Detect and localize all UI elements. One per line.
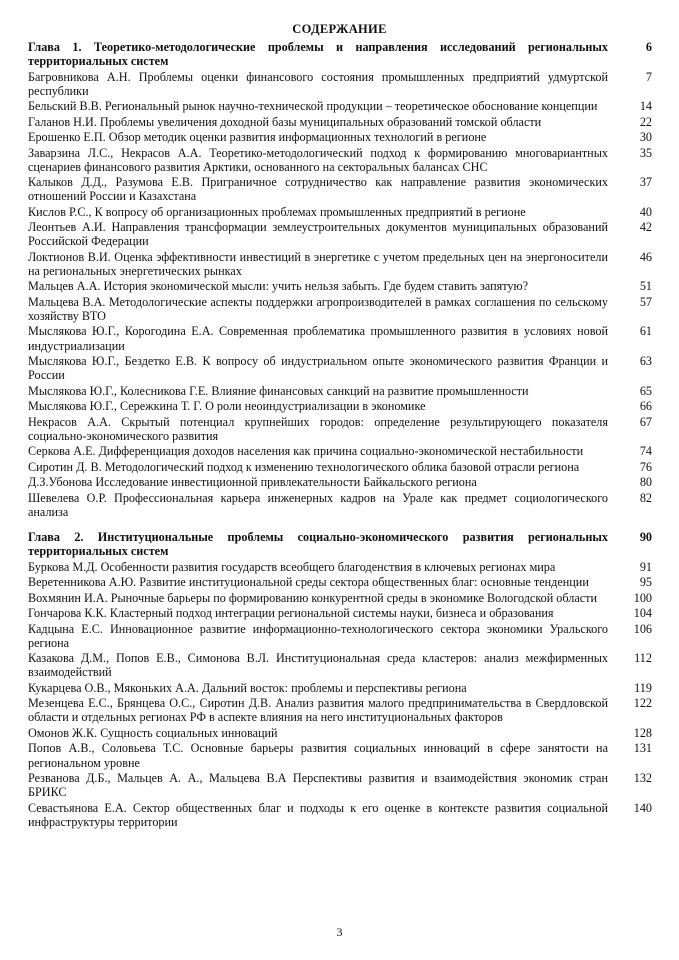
toc-entry [28,771,652,799]
toc-entry [28,575,652,589]
toc-entry-text: Омонов Ж.К. Сущность социальных инноваций [28,725,278,740]
toc-entry-text: Мезенцева Е.С., Брянцева О.С., Сиротин Д.В. Анализ развития малого предпринимательства в Свердловской области и отдельных регионах РФ в аспекте влияния на него институциональных факторов [28,696,608,725]
toc-entry-text: Калыков Д.Д., Разумова Е.В. Приграничное сотрудничество как направление развития экономических отношений России и Казахстана [28,175,608,204]
toc-entry-text: Мыслякова Ю.Г., Корогодина Е.А. Современная проблематика промышленного развития в условиях новой индустриализации [28,324,608,353]
toc-entry-text: Мальцева В.А. Методологические аспекты поддержки агропроизводителей в рамках соглашения по сельскому хозяйству ВТО [28,294,608,323]
toc-entry-text: Кукарцева О.В., Мяконьких А.А. Дальний восток: проблемы и перспективы региона [28,680,467,695]
toc-entry-page: 104 [633,606,652,621]
toc-entry-page: 128 [633,725,652,740]
toc-entry-text: Бельский В.В. Региональный рынок научно-технической продукции – теоретическое обоснование концепции [28,99,598,114]
toc-entry [28,475,652,489]
toc-entry [28,220,652,248]
toc-entry-page: 66 [639,399,652,414]
toc-entry-page: 76 [639,459,652,474]
toc-entry-text: Кадцына Е.С. Инновационное развитие информационно-технологического сектора экономики Уральского региона [28,621,608,650]
toc-entry-text: Вохмянин И.А. Рыночные барьеры по формированию конкурентной среды в экономике Вологодской области [28,590,598,605]
toc-entry-page: 7 [645,69,652,84]
toc-entry-page: 131 [633,741,652,756]
toc-entry-text: Ерошенко Е.П. Обзор методик оценки развития информационных технологий в регионе [28,130,487,145]
chapter-title: Глава 1. Теоретико-методологические проблемы и направления исследований региональных территориальных систем [28,40,608,69]
toc-entry-page: 65 [639,383,652,398]
toc-entry [28,560,652,574]
toc-entry-text: Д.З.Убонова Исследование инвестиционной привлекательности Байкальского региона [28,475,477,490]
page-title: СОДЕРЖАНИЕ [292,22,387,36]
toc-entry [28,354,652,382]
toc-entry [28,70,652,98]
toc-entry-page: 35 [639,145,652,160]
toc-entry [28,250,652,278]
toc-entry-text: Серкова А.Е. Дифференциация доходов населения как причина социально-экономической нестабильности [28,444,584,459]
toc-entry [28,295,652,323]
toc-entry-page: 100 [633,590,652,605]
toc-entry [28,741,652,769]
toc-entry [28,175,652,203]
toc-entry-page: 30 [639,130,652,145]
toc-entry-text: Гончарова К.К. Кластерный подход интеграции региональной системы науки, бизнеса и образования [28,606,554,621]
chapter-title: Глава 2. Институциональные проблемы социально-экономического развития региональных территориальных систем [28,530,608,559]
toc-entry-text: Некрасов А.А. Скрытый потенциал крупнейших городов: определение результирующего показателя социально-экономического развития [28,414,608,443]
toc-entry [28,726,652,740]
toc-entry [28,591,652,605]
toc-entry [28,801,652,829]
toc-entry [28,444,652,458]
toc-entry [28,622,652,650]
toc-entry-page: 80 [639,475,652,490]
toc-entry-page: 82 [639,490,652,505]
toc-entry [28,324,652,352]
toc-entry-text: Севастьянова Е.А. Сектор общественных благ и подходы к его оценке в контексте развития социальной инфраструктуры территории [28,800,608,829]
toc-entry-page: 57 [639,294,652,309]
page-number: 3 [336,925,343,939]
toc-entry-page: 14 [639,99,652,114]
chapter1-entries [28,70,652,519]
toc-entry [28,681,652,695]
toc-entry-text: Мальцев А.А. История экономической мысли: учить нельзя забыть. Где будем ставить запятую? [28,279,529,294]
chapter-heading [28,530,652,558]
toc-entry-text: Попов А.В., Соловьева Т.С. Основные барьеры развития социальных инноваций в сфере занятости на региональном уровне [28,741,608,770]
toc-entry-page: 63 [639,354,652,369]
toc-entry [28,696,652,724]
toc-entry-text: Казакова Д.М., Попов Е.В., Симонова В.Л. Институциональная среда кластеров: анализ межфирменных взаимодействий [28,651,608,680]
toc-entry-page: 42 [639,220,652,235]
toc-entry-page: 22 [639,114,652,129]
toc-entry-page: 132 [633,771,652,785]
chapter-page: 6 [645,40,652,54]
toc-entry-text: Галанов Н.И. Проблемы увеличения доходной базы муниципальных образований томской области [28,114,542,129]
toc-entry-text: Мыслякова Ю.Г., Бездетко Е.В. К вопросу об индустриальном опыте экономического развития Франции и России [28,354,608,383]
toc-entry-text: Шевелева О.Р. Профессиональная карьера инженерных кадров на Урале как предмет социологического анализа [28,490,608,519]
toc-entry [28,130,652,144]
toc-entry [28,279,652,293]
table-of-contents [28,40,652,830]
toc-entry-page: 61 [639,324,652,339]
toc-entry [28,460,652,474]
toc-entry-text: Леонтьев А.И. Направления трансформации землеустроительных документов муниципальных образований Российской Федерации [28,220,608,249]
toc-entry [28,606,652,620]
toc-entry-page: 40 [639,204,652,219]
toc-entry-page: 106 [633,621,652,636]
toc-entry-text: Мыслякова Ю.Г., Колесникова Г.Е. Влияние финансовых санкций на развитие промышленности [28,383,529,398]
chapter-separator [28,520,652,530]
toc-entry-page: 95 [639,575,652,590]
toc-entry [28,491,652,519]
toc-entry-page: 122 [633,696,652,711]
chapter-heading [28,40,652,68]
toc-entry-text: Багровникова А.Н. Проблемы оценки финансового состояния промышленных предприятий удмуртской республики [28,69,608,98]
toc-entry-text: Мыслякова Ю.Г., Сережкина Т. Г. О роли неоиндустриализации в экономике [28,399,426,414]
toc-entry [28,146,652,174]
toc-entry-page: 51 [639,279,652,294]
toc-entry-text: Сиротин Д. В. Методологический подход к изменению технологического облика базовой отрасли региона [28,459,580,474]
toc-entry-page: 112 [634,651,652,666]
toc-entry [28,205,652,219]
toc-entry-page: 37 [639,175,652,190]
toc-entry-page: 91 [639,559,652,574]
toc-entry-text: Резванова Д.Б., Мальцев А. А., Мальцева В.А Перспективы развития и взаимодействия экономик стран БРИКС [28,771,608,800]
toc-entry [28,384,652,398]
toc-entry-page: 74 [639,444,652,459]
toc-entry-page: 140 [633,800,652,815]
toc-entry-page: 67 [639,414,652,429]
toc-entry [28,399,652,413]
toc-entry-page: 46 [639,249,652,264]
chapter-page: 90 [639,530,652,545]
toc-entry-text: Веретенникова А.Ю. Развитие институциональной среды сектора общественных благ: основные тенденции [28,575,589,590]
toc-entry-text: Буркова М.Д. Особенности развития государств всеобщего благоденствия в ключевых регионах мира [28,559,556,574]
toc-entry [28,651,652,679]
toc-entry [28,99,652,113]
toc-entry-text: Кислов Р.С., К вопросу об организационных проблемах промышленных предприятий в регионе [28,204,526,219]
toc-entry-text: Локтионов В.И. Оценка эффективности инвестиций в энергетике с учетом предельных цен на энергоносители на региональных энергетических рынках [28,249,608,278]
toc-entry-text: Заварзина Л.С., Некрасов А.А. Теоретико-методологический подход к формированию многовариантных сценариев финансового развития Арктики, основанного на секторальных балансах СНС [28,145,608,174]
toc-entry [28,115,652,129]
toc-entry [28,415,652,443]
chapter2-entries [28,560,652,829]
toc-entry-page: 119 [634,680,652,695]
